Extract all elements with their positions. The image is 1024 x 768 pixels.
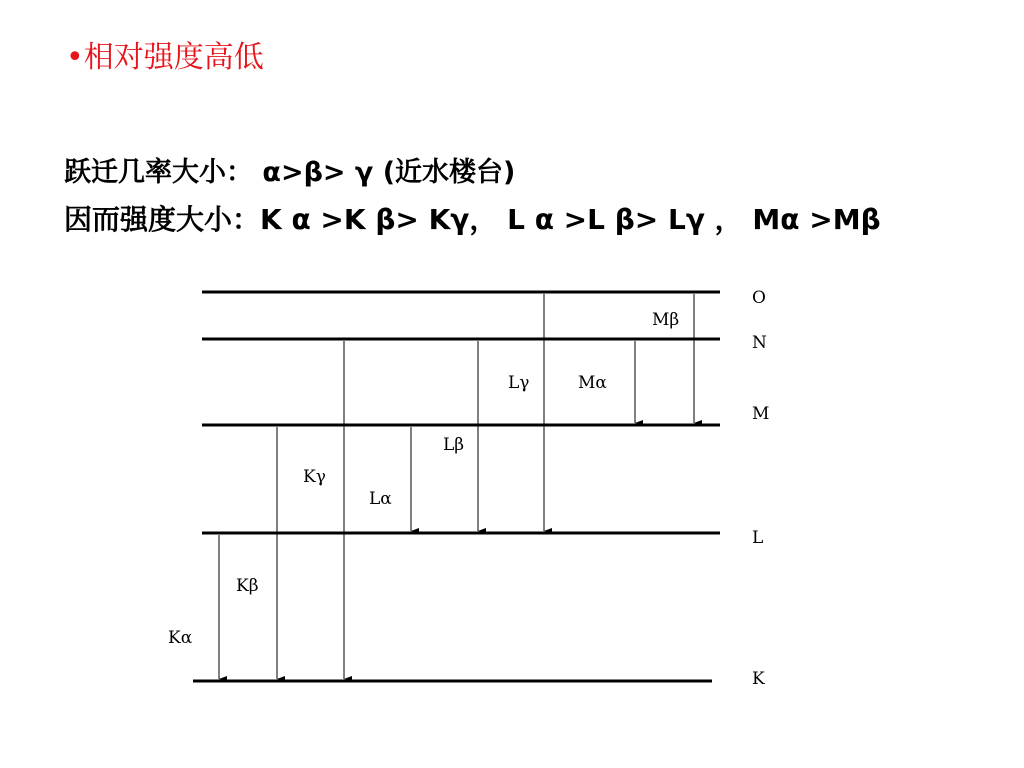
level-label-m: M <box>752 404 770 424</box>
transition-probability-statement: 跃迁几率大小： α>β> γ (近水楼台) <box>64 157 516 188</box>
level-label-l: L <box>752 528 764 548</box>
level-label-o: O <box>752 288 766 308</box>
label-l-beta: Lβ <box>443 435 465 455</box>
label-k-beta: Kβ <box>236 576 259 596</box>
level-label-k: K <box>752 669 765 689</box>
label-l-gamma: Lγ <box>508 373 530 393</box>
label-l-alpha: Lα <box>369 489 392 509</box>
slide-heading: •相对强度高低 <box>66 40 264 75</box>
level-label-n: N <box>752 333 767 353</box>
label-m-alpha: Mα <box>578 373 607 393</box>
label-k-gamma: Kγ <box>303 467 326 487</box>
label-m-beta: Mβ <box>652 310 680 330</box>
label-k-alpha: Kα <box>168 628 193 648</box>
intensity-order-statement: 因而强度大小：K α >K β> Kγ， L α >L β> Lγ ， Mα >Mβ <box>64 203 881 236</box>
